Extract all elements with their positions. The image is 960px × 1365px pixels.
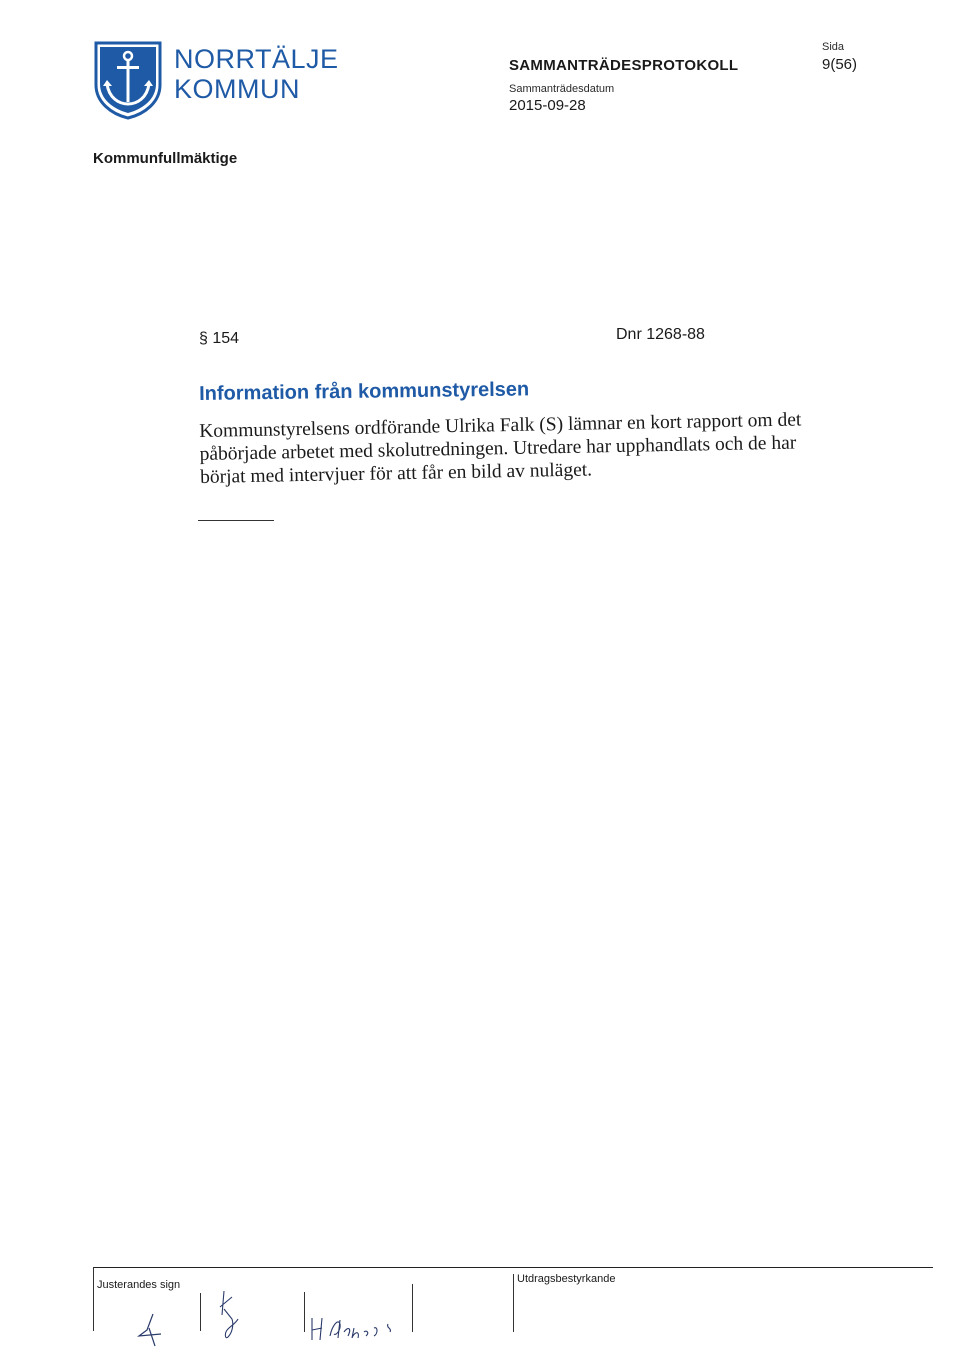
footer-divider: [412, 1284, 413, 1332]
utdragsbestyrkande-label: Utdragsbestyrkande: [517, 1273, 616, 1285]
council-name: Kommunfullmäktige: [93, 150, 238, 167]
logo-line-2: KOMMUN: [174, 74, 300, 104]
footer-rule: [93, 1267, 933, 1268]
body-line: Kommunstyrelsens ordförande Ulrika Falk (S) lämnar en kort rapport om det: [199, 409, 802, 442]
section-heading: Information från kommunstyrelsen: [199, 378, 530, 405]
signature-1: [125, 1300, 175, 1360]
signature-2: [210, 1285, 250, 1345]
meeting-date-label: Sammanträdesdatum: [509, 83, 615, 95]
page-label: Sida: [822, 41, 845, 53]
document-type: SAMMANTRÄDESPROTOKOLL: [509, 57, 739, 74]
justerandes-sign-label: Justerandes sign: [97, 1279, 181, 1291]
municipality-logo-text: [174, 44, 339, 104]
municipality-crest-icon: [93, 40, 163, 120]
paragraph-number-value: 154: [212, 330, 240, 347]
signature-3: [308, 1300, 408, 1360]
section-sign: §: [199, 330, 208, 347]
body-line: påbörjade arbetet med skolutredningen. Utredare har upphandlats och de har: [199, 432, 797, 465]
meeting-date: 2015-09-28: [509, 97, 586, 114]
paragraph-number: [199, 330, 239, 348]
case-number: Dnr 1268-88: [616, 326, 705, 343]
body-line: börjat med intervjuer för att får en bild av nuläget.: [199, 459, 593, 488]
footer-divider: [93, 1267, 94, 1331]
footer-divider: [200, 1293, 201, 1331]
footer-divider: [513, 1274, 514, 1332]
footer-divider: [304, 1292, 305, 1332]
logo-line-1: NORRTÄLJE: [174, 44, 339, 74]
section-end-rule: [198, 520, 274, 521]
page-number: 9(56): [822, 56, 858, 73]
section-body: [199, 408, 820, 489]
